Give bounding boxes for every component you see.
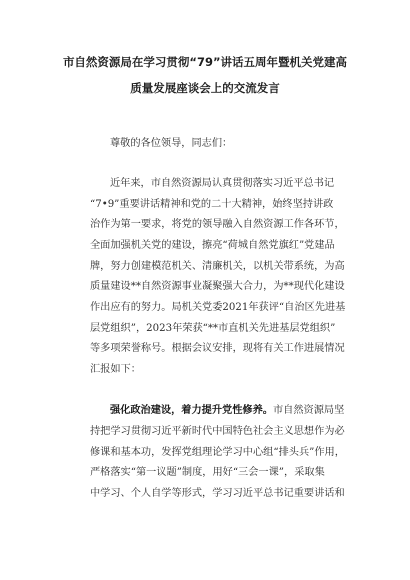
paragraph-2-line: 持把学习贯彻习近平新时代中国特色社会主义思想作为必 [90,426,345,437]
paragraph-2-line: 中学习、个人自学等形式，学习习近平总书记重要讲话和 [90,488,345,499]
paragraph-1-line: 等多项荣誉称号。根据会议安排，现将有关工作进展情况 [90,343,345,354]
paragraph-1-line: 治作为第一要求，将党的领导融入自然资源工作各环节， [90,219,345,230]
document-title-line-2: 质量发展座谈会上的交流发言 [130,81,280,95]
paragraph-1-line: 汇报如下： [90,364,141,375]
paragraph-1-line: 作出应有的努力。局机关党委2021年获评“自治区先进基 [90,302,346,313]
paragraph-2-line: 严格落实“第一议题”制度，用好“三会一课”，采取集 [90,467,325,478]
paragraph-1-line: 近年来，市自然资源局认真贯彻落实习近平总书记 [110,178,335,189]
paragraph-2-first-line-rest: 市自然资源局坚 [273,405,345,416]
salutation: 尊敬的各位领导，同志们： [110,138,233,149]
paragraph-1-line: 牌，努力创建模范机关、清廉机关，以机关带系统，为高 [90,261,345,272]
paragraph-1-line: 层党组织”，2023年荣获“**市直机关先进基层党组织” [90,323,336,334]
paragraph-1-line: “7•9”重要讲话精神和党的二十大精神，始终坚持讲政 [90,199,334,210]
paragraph-2-heading: 强化政治建设，着力提升党性修养。 [110,405,273,416]
paragraph-2-first-line [110,404,352,418]
paragraph-1-line: 质量建设**自然资源事业凝聚强大合力，为**现代化建设 [90,281,345,292]
document-title-line-1: 市自然资源局在学习贯彻“79”讲话五周年暨机关党建高 [62,55,348,69]
paragraph-2-line: 修课和基本功，发挥党组理论学习中心组“排头兵”作用， [90,447,345,458]
paragraph-1-line: 全面加强机关党的建设，擦亮“荷城自然党旗红”党建品 [90,240,335,251]
